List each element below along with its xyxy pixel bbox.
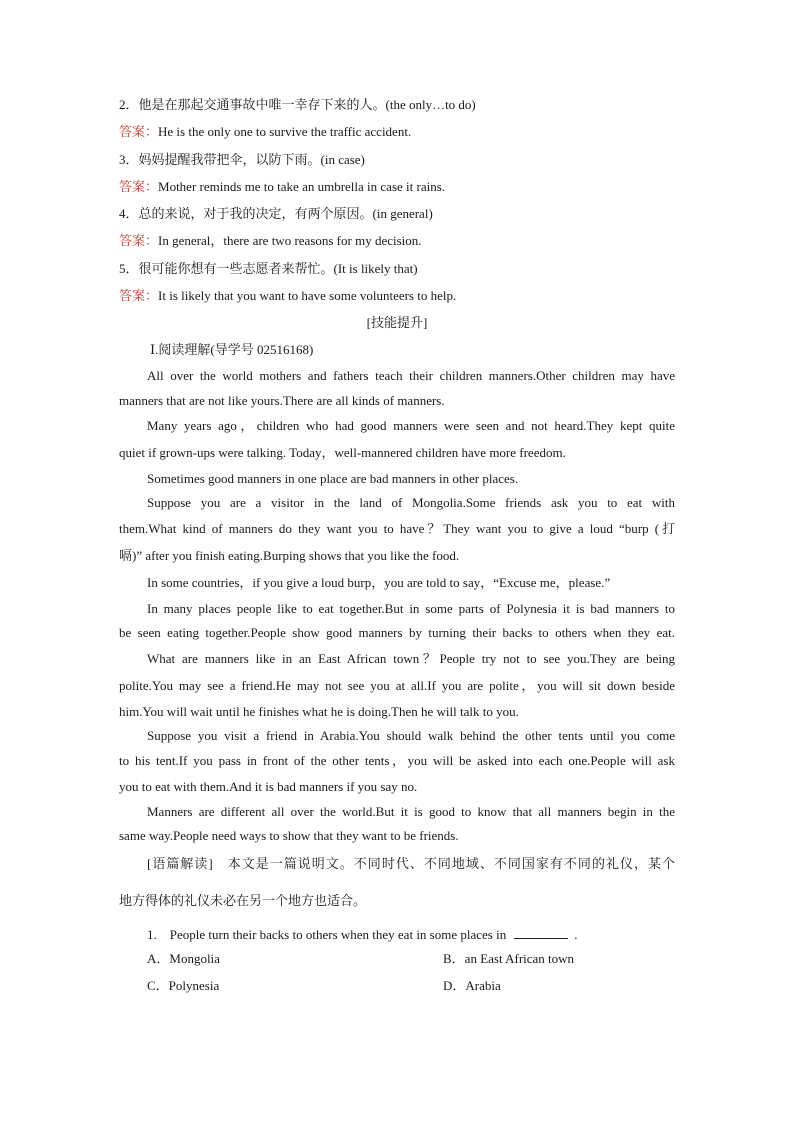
exercise-question-2: 2．他是在那起交通事故中唯一幸存下来的人。(the only…to do): [119, 97, 476, 112]
exercise-answer-3: [119, 179, 675, 195]
option-b[interactable]: B．an East African town: [443, 951, 575, 966]
answer-text: Mother reminds me to take an umbrella in case it rains.: [158, 179, 446, 194]
passage-line: be seen eating together.People show good manners by turning their backs to others when they eat.: [119, 625, 675, 640]
question-stem-text: 1. People turn their backs to others when they eat in some places in: [147, 927, 507, 942]
passage-line: Suppose you are a visitor in the land of Mongolia.Some friends ask you to eat with: [147, 495, 675, 510]
section-title: [技能提升]: [366, 315, 428, 330]
passage-line: 嗝)” after you finish eating.Burping shows that you like the food.: [119, 548, 460, 563]
question-end: .: [574, 927, 578, 942]
answer-label: 答案：: [119, 179, 159, 194]
passage-line: Suppose you visit a friend in Arabia.You should walk behind the other tents until you come: [147, 728, 675, 743]
passage-line: Manners are different all over the world.But it is good to know that all manners begin in the: [147, 804, 675, 819]
passage-line: to his tent.If you pass in front of the other tents，you will be asked into each one.People will ask: [119, 753, 675, 768]
option-c[interactable]: C．Polynesia: [147, 978, 220, 993]
analysis-line: [语篇解读] 本文是一篇说明文。不同时代、不同地域、不同国家有不同的礼仪，某个: [147, 856, 675, 871]
passage-line: In many places people like to eat together.But in some parts of Polynesia it is bad manners to: [147, 601, 675, 616]
option-a[interactable]: A．Mongolia: [147, 951, 220, 966]
passage-line: All over the world mothers and fathers teach their children manners.Other children may have: [147, 368, 675, 383]
passage-line: quiet if grown-ups were talking. Today，well-mannered children have more freedom.: [119, 445, 566, 460]
passage-line: same way.People need ways to show that they want to be friends.: [119, 828, 459, 843]
exercise-answer-2: [119, 124, 675, 140]
passage-line: him.You will wait until he finishes what he is doing.Then he will talk to you.: [119, 704, 519, 719]
passage-line: What are manners like in an East African town？People try not to see you.They are being: [147, 651, 675, 666]
answer-text: It is likely that you want to have some volunteers to help.: [158, 288, 457, 303]
reading-title: Ⅰ.阅读理解(导学号 02516168): [150, 342, 314, 357]
exercise-answer-5: [119, 288, 675, 304]
answer-text: He is the only one to survive the traffic accident.: [158, 124, 412, 139]
answer-label: 答案：: [119, 288, 159, 303]
exercise-question-3: 3．妈妈提醒我带把伞，以防下雨。(in case): [119, 152, 365, 167]
answer-label: 答案：: [119, 124, 159, 139]
answer-text: In general，there are two reasons for my decision.: [158, 233, 422, 248]
analysis-line: 地方得体的礼仪未必在另一个地方也适合。: [119, 893, 367, 908]
question-stem: [147, 926, 675, 943]
passage-line: polite.You may see a friend.He may not see you at all.If you are polite，you will sit down beside: [119, 678, 675, 693]
option-d[interactable]: D．Arabia: [443, 978, 501, 993]
passage-line: Sometimes good manners in one place are bad manners in other places.: [147, 471, 519, 486]
passage-line: In some countries，if you give a loud burp，you are told to say，“Excuse me，please.”: [147, 575, 611, 590]
passage-line: them.What kind of manners do they want you to have？They want you to give a loud “burp (打: [119, 521, 675, 536]
exercise-question-4: 4．总的来说，对于我的决定，有两个原因。(in general): [119, 206, 433, 221]
passage-line: manners that are not like yours.There are all kinds of manners.: [119, 393, 445, 408]
exercise-answer-4: [119, 233, 675, 249]
answer-blank[interactable]: [514, 926, 568, 939]
passage-line: Many years ago，children who had good manners were seen and not heard.They kept quite: [147, 418, 675, 433]
exercise-question-5: 5．很可能你想有一些志愿者来帮忙。(It is likely that): [119, 261, 418, 276]
answer-label: 答案：: [119, 233, 159, 248]
passage-line: you to eat with them.And it is bad manners if you say no.: [119, 779, 418, 794]
